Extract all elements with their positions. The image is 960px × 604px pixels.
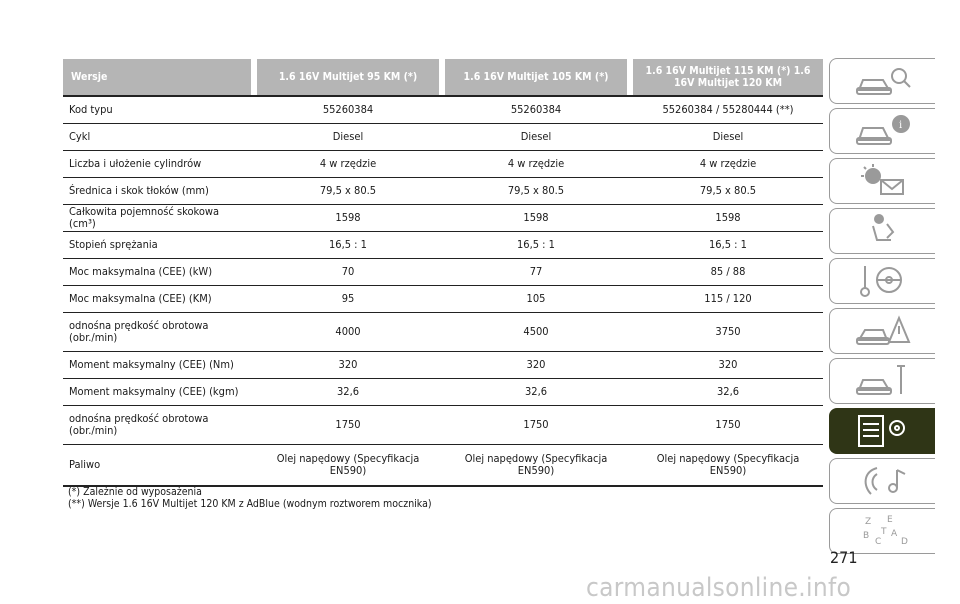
row-label: Liczba i ułożenie cylindrów (63, 151, 251, 178)
row-value: 32,6 (445, 379, 627, 406)
svg-text:T: T (880, 527, 886, 537)
row-label: Moment maksymalny (CEE) (kgm) (63, 379, 251, 406)
row-value: 1598 (445, 205, 627, 232)
row-value: 320 (445, 352, 627, 379)
row-label: Stopień sprężania (63, 232, 251, 259)
row-value: 32,6 (633, 379, 823, 406)
row-value: 79,5 x 80.5 (633, 178, 823, 205)
svg-text:Z: Z (864, 517, 871, 527)
car-search-icon (853, 62, 913, 100)
row-value: Diesel (257, 124, 439, 151)
row-value: 105 (445, 286, 627, 313)
table-row (63, 286, 823, 313)
row-label: Średnica i skok tłoków (mm) (63, 178, 251, 205)
table-row (63, 151, 823, 178)
table-row (63, 96, 823, 124)
car-maintenance-icon (853, 362, 913, 400)
row-value: 55260384 / 55280444 (**) (633, 96, 823, 124)
table-row (63, 379, 823, 406)
table-row (63, 232, 823, 259)
table-row (63, 124, 823, 151)
header-versions: Wersje (63, 59, 251, 96)
svg-text:i: i (898, 120, 902, 131)
header-105km: 1.6 16V Multijet 105 KM (*) (445, 59, 627, 96)
page-number: 271 (830, 548, 858, 567)
row-value: 1598 (257, 205, 439, 232)
row-value: 1750 (257, 406, 439, 445)
row-value: 4500 (445, 313, 627, 352)
tab-technical-data[interactable] (829, 408, 935, 454)
warning-light-envelope-icon (853, 162, 913, 200)
car-breakdown-icon (853, 312, 913, 350)
row-value: 55260384 (257, 96, 439, 124)
tab-car-info[interactable] (829, 108, 935, 154)
row-label: odnośna prędkość obrotowa (obr./min) (63, 406, 251, 445)
car-info-icon (853, 112, 913, 150)
table-row (63, 313, 823, 352)
row-value: Olej napędowy (Specyfikacja EN590) (257, 445, 439, 487)
row-value: Diesel (445, 124, 627, 151)
tab-car-search[interactable] (829, 58, 935, 104)
tab-start-drive[interactable] (829, 258, 935, 304)
row-label: Moc maksymalna (CEE) (KM) (63, 286, 251, 313)
row-value: Diesel (633, 124, 823, 151)
technical-data-icon (853, 412, 913, 450)
header-115-120km: 1.6 16V Multijet 115 KM (*) 1.6 16V Multijet 120 KM (633, 59, 823, 96)
header-95km: 1.6 16V Multijet 95 KM (*) (257, 59, 439, 96)
tab-warning-lights[interactable] (829, 158, 935, 204)
svg-text:B: B (862, 531, 869, 541)
row-value: 95 (257, 286, 439, 313)
row-value: 4 w rzędzie (633, 151, 823, 178)
table-row (63, 178, 823, 205)
engine-specs-table (63, 59, 823, 487)
table-header-row (63, 59, 823, 96)
table-row (63, 352, 823, 379)
row-value: 16,5 : 1 (445, 232, 627, 259)
row-value: 16,5 : 1 (257, 232, 439, 259)
row-value: 3750 (633, 313, 823, 352)
chapter-sidebar (829, 58, 935, 558)
key-steering-wheel-icon (853, 262, 913, 300)
row-value: 320 (257, 352, 439, 379)
tab-multimedia[interactable] (829, 458, 935, 504)
table-row (63, 259, 823, 286)
row-value: 1598 (633, 205, 823, 232)
row-value: 4000 (257, 313, 439, 352)
table-row (63, 205, 823, 232)
tab-maintenance[interactable] (829, 358, 935, 404)
table-row (63, 445, 823, 487)
row-label: Paliwo (63, 445, 251, 487)
svg-text:D: D (900, 537, 908, 547)
row-label: Całkowita pojemność skokowa (cm³) (63, 205, 251, 232)
row-value: 4 w rzędzie (445, 151, 627, 178)
row-value: 1750 (445, 406, 627, 445)
svg-text:A: A (890, 529, 897, 539)
row-value: Olej napędowy (Specyfikacja EN590) (633, 445, 823, 487)
footnote-1: (*) Zależnie od wyposażenia (68, 486, 202, 498)
tab-emergency[interactable] (829, 308, 935, 354)
row-label: Kod typu (63, 96, 251, 124)
multimedia-icon (853, 462, 913, 500)
table-row (63, 406, 823, 445)
row-value: 1750 (633, 406, 823, 445)
row-value: 79,5 x 80.5 (257, 178, 439, 205)
specs-table-wrapper (63, 59, 823, 487)
alphabetical-index-icon (853, 512, 913, 550)
row-label: Cykl (63, 124, 251, 151)
tab-safety[interactable] (829, 208, 935, 254)
row-value: 4 w rzędzie (257, 151, 439, 178)
row-value: 320 (633, 352, 823, 379)
row-value: 77 (445, 259, 627, 286)
watermark: carmanualsonline.info (586, 573, 852, 603)
row-value: 70 (257, 259, 439, 286)
svg-text:E: E (886, 515, 893, 525)
row-value: 85 / 88 (633, 259, 823, 286)
row-label: Moc maksymalna (CEE) (kW) (63, 259, 251, 286)
footnote-2: (**) Wersje 1.6 16V Multijet 120 KM z AdBlue (wodnym roztworem mocznika) (68, 498, 432, 510)
row-value: 115 / 120 (633, 286, 823, 313)
row-label: Moment maksymalny (CEE) (Nm) (63, 352, 251, 379)
row-value: Olej napędowy (Specyfikacja EN590) (445, 445, 627, 487)
row-value: 16,5 : 1 (633, 232, 823, 259)
row-value: 79,5 x 80.5 (445, 178, 627, 205)
seat-airbag-icon (853, 212, 913, 250)
footnotes (68, 486, 432, 510)
row-value: 32,6 (257, 379, 439, 406)
svg-text:C: C (874, 537, 881, 547)
row-value: 55260384 (445, 96, 627, 124)
row-label: odnośna prędkość obrotowa (obr./min) (63, 313, 251, 352)
